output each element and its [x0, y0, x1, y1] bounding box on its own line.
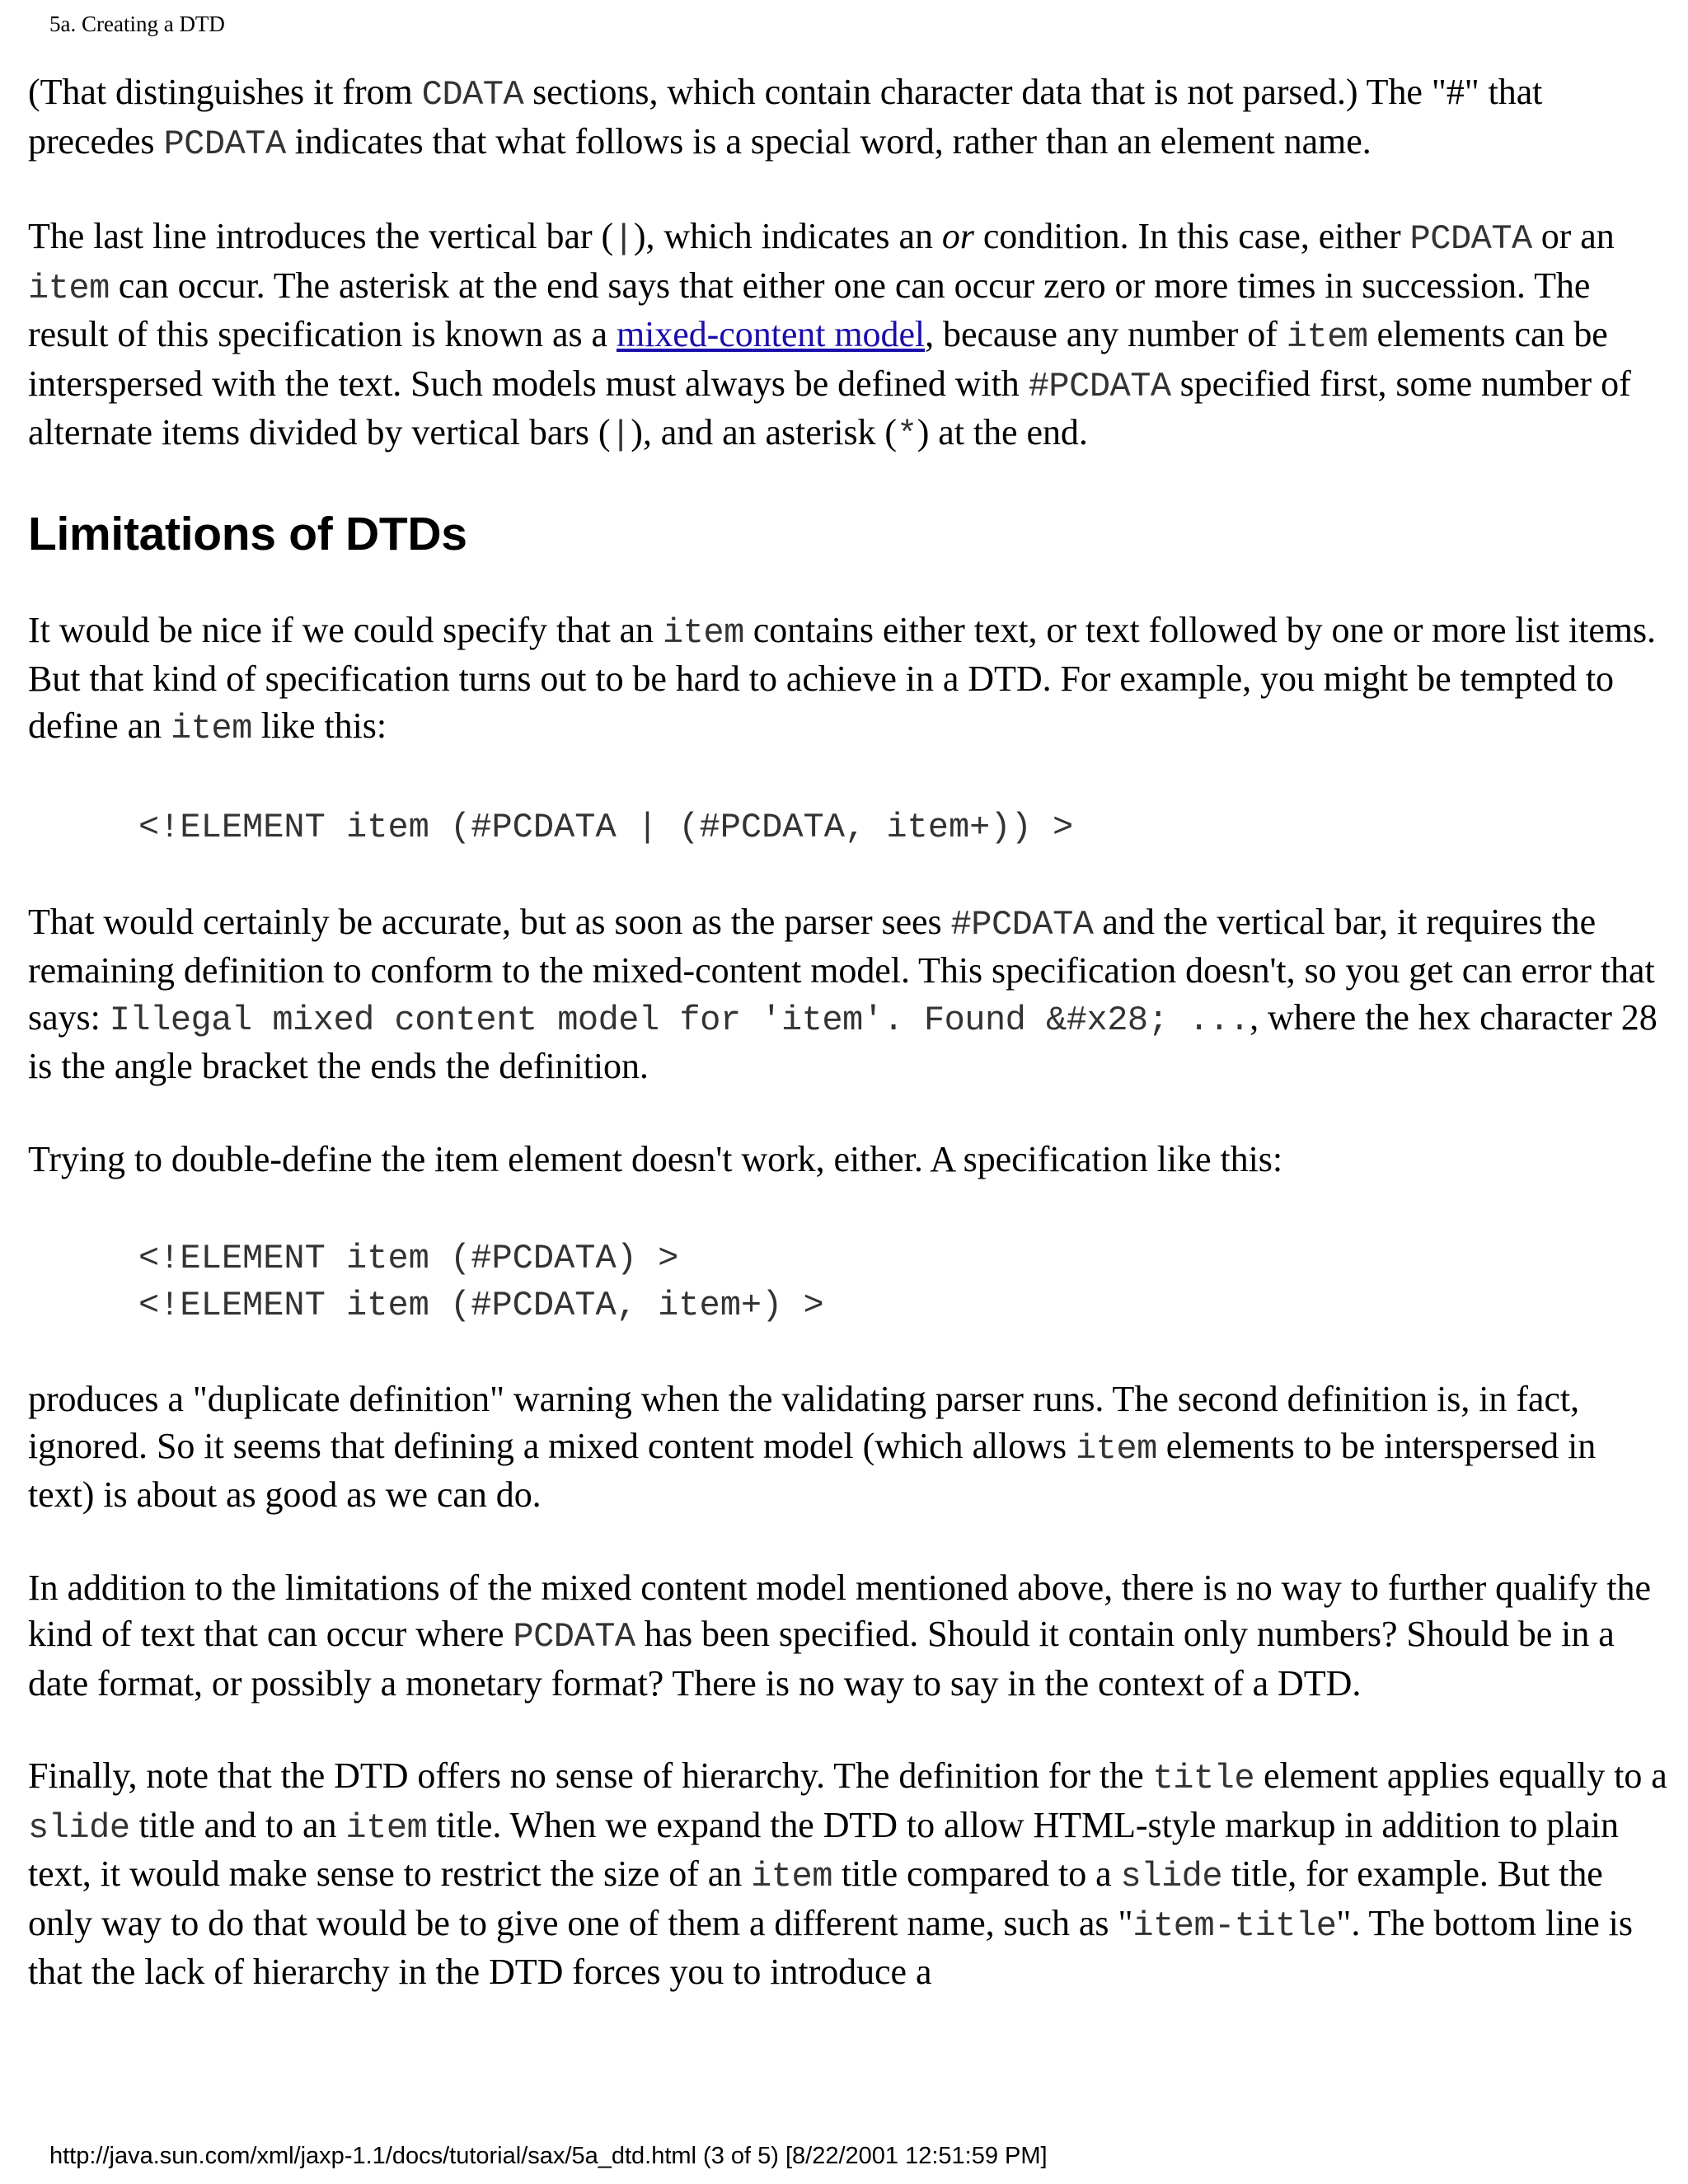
text-run: , because any number of — [925, 314, 1287, 354]
mixed-content-model-link[interactable]: mixed-content model — [616, 314, 926, 354]
text-run: and the vertical bar, it requires the remaining definition to conform to the mixed-content model. This specification doesn't, so you get can error that says: — [28, 901, 1655, 1038]
text-run: elements to be interspersed in text) is about as good as we can do. — [28, 1425, 1597, 1515]
code-item: item — [662, 612, 744, 653]
code-hash-pcdata: #PCDATA — [950, 904, 1094, 944]
text-run: specified first, some number of alternate items divided by vertical bars ( — [28, 363, 1631, 452]
text-run: title and to an — [129, 1804, 346, 1845]
text-run: ), and an asterisk ( — [631, 412, 898, 452]
code-item: item — [28, 268, 110, 308]
code-error-message: Illegal mixed content model for 'item'. Found &#x28; ... — [109, 1000, 1250, 1040]
text-run: or an — [1531, 216, 1615, 256]
code-item-title: item-title — [1132, 1905, 1337, 1946]
code-item: item — [1075, 1428, 1157, 1469]
code-pcdata: PCDATA — [513, 1617, 635, 1657]
text-run: ) at the end. — [917, 412, 1088, 452]
code-bar: | — [610, 415, 631, 455]
text-run: ), which indicates an — [633, 216, 942, 256]
code-slide: slide — [1120, 1857, 1223, 1896]
code-line: <!ELEMENT item (#PCDATA | (#PCDATA, item+)) > — [138, 808, 1074, 847]
text-run: The last line introduces the vertical bar ( — [28, 216, 614, 256]
code-block-double-definition — [28, 1235, 1668, 1329]
paragraph-hierarchy — [28, 1753, 1668, 1996]
paragraph-double-define — [28, 1137, 1668, 1183]
code-asterisk: * — [897, 415, 917, 455]
text-run: Finally, note that the DTD offers no sense of hierarchy. The definition for the — [28, 1755, 1153, 1796]
paragraph-item-spec — [28, 607, 1668, 752]
text-run: title compared to a — [832, 1854, 1121, 1894]
paragraph-pcdata-limits — [28, 1565, 1668, 1708]
text-run: That would certainly be accurate, but as soon as the parser sees — [28, 901, 951, 942]
text-run: elements can be interspersed with the text. Such models must always be defined with — [28, 314, 1608, 404]
text-run: produces a "duplicate definition" warning when the validating parser runs. The second definition is, in fact, ignored. So it seems that defining a mixed content model (which allows — [28, 1379, 1580, 1466]
code-block-element-definition — [28, 804, 1668, 851]
text-run: like this: — [251, 705, 387, 746]
code-cdata: CDATA — [421, 75, 524, 115]
text-run: It would be nice if we could specify that an — [28, 609, 663, 650]
text-run: contains either text, or text followed by one or more list items. But that kind of specification turns out to be hard to achieve in a DTD. For example, you might be tempted to define an — [28, 609, 1656, 746]
text-run: In addition to the limitations of the mixed content model mentioned above, there is no way to further qualify the kind of text that can occur where — [28, 1567, 1651, 1654]
paragraph-cdata-note — [28, 69, 1668, 167]
code-bar: | — [613, 219, 634, 259]
text-run: condition. In this case, either — [973, 216, 1410, 256]
text-run: element applies equally to a — [1254, 1755, 1667, 1796]
code-slide: slide — [28, 1807, 130, 1848]
text-run: title, for example. But the only way to do that would be to give one of them a different name, such as " — [28, 1854, 1603, 1943]
text-run: sections, which contain character data that is not parsed.) The "#" that precedes — [28, 72, 1543, 162]
text-run: has been specified. Should it contain only numbers? Should be in a date format, or possibly a monetary format? There is no way to say in the context of a DTD. — [28, 1614, 1615, 1704]
code-item: item — [170, 708, 252, 748]
document-body — [28, 69, 1668, 1996]
code-line: <!ELEMENT item (#PCDATA) > — [138, 1239, 679, 1278]
page-header-title: 5a. Creating a DTD — [49, 12, 225, 36]
code-hash-pcdata: #PCDATA — [1028, 366, 1171, 406]
code-pcdata: PCDATA — [163, 124, 286, 164]
code-pcdata: PCDATA — [1409, 219, 1532, 259]
page-footer-url: http://java.sun.com/xml/jaxp-1.1/docs/tutorial/sax/5a_dtd.html (3 of 5) [8/22/2001 12:51:59 PM] — [49, 2143, 1048, 2169]
text-run: ". The bottom line is that the lack of hierarchy in the DTD forces you to introduce a — [28, 1902, 1633, 1992]
code-title: title — [1152, 1759, 1255, 1798]
section-heading-limitations: Limitations of DTDs — [28, 507, 467, 560]
text-run: Trying to double-define the item element doesn't work, either. A specification like this: — [28, 1138, 1282, 1179]
text-run: , where the hex character 28 is the angle bracket the ends the definition. — [28, 996, 1658, 1086]
text-run: can occur. The asterisk at the end says that either one can occur zero or more times in succession. The result of this specification is known as a — [28, 265, 1591, 354]
paragraph-vertical-bar — [28, 213, 1668, 459]
paragraph-parser-error — [28, 899, 1668, 1090]
emphasis-or: or — [941, 216, 974, 256]
text-run: indicates that what follows is a special word, rather than an element name. — [285, 120, 1372, 162]
code-line: <!ELEMENT item (#PCDATA, item+) > — [138, 1285, 824, 1325]
paragraph-duplicate-warning — [28, 1376, 1668, 1519]
code-item: item — [1286, 317, 1368, 357]
text-run: (That distinguishes it from — [28, 72, 422, 112]
text-run: title. When we expand the DTD to allow HTML-style markup in addition to plain text, it would make sense to restrict the size of an — [28, 1804, 1619, 1894]
code-item: item — [345, 1807, 428, 1848]
code-item: item — [751, 1857, 832, 1896]
